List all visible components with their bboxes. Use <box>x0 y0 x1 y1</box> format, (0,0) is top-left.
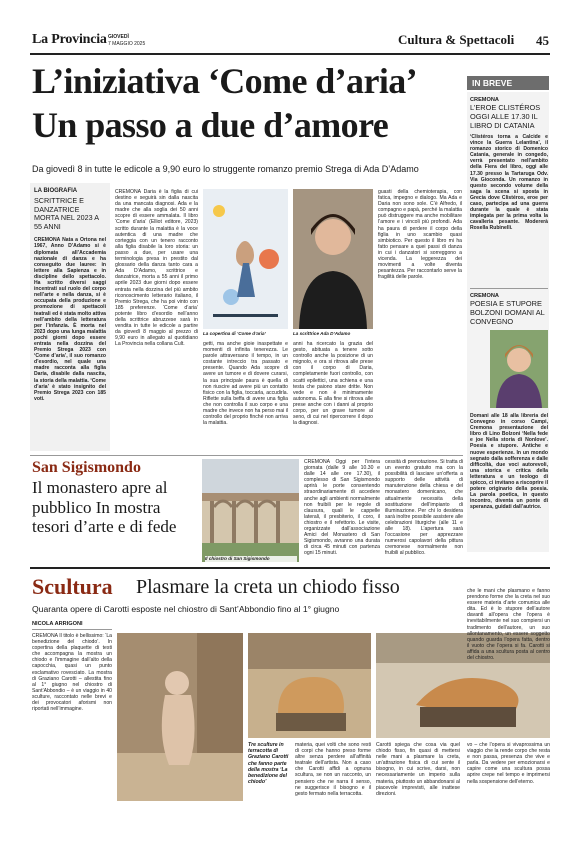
lead-col-5: guasti della chemioterapia, con fatica, impegno e dialogo. Ma Ada e Daria non sono sole. C’è Alfredo, il compagno e papà, perché la malattia può distruggere ma anche mobilitare l’amore e i vincoli più profondi. Ada ha paura di perdere il corpo della figlia in uno scambio quasi simbiotico. Per questo il libro mi ha fatto pensare a quei passi di danza in cui i danzatori si sorreggono a vicenda. La leggerezza dei movimenti a volte diventa pesantezza. Per raccontarlo serve la fragilità delle parole. <box>378 189 462 281</box>
monastery-text-1: CREMONA Oggi per l’intera giornata (dalle 9 alle 10.30 e dalle 14 alle ore 17.30), il complesso di San Sigismondo aprirà le porte consentendo straordinariamente di accedere anche agli ambienti normalmente non fruibili per le regole di clausura, quali le cappelle laterali, il presbiterio, il coro, il chiostro e il refettorio. Le visite, organizzate dall’associazione Amici del Monastero di San Sigismondo, avranno una durata di circa 45 minuti con partenza ogni 15 minuti. <box>304 459 380 557</box>
sculpture-text-3: Carotti spiega che cosa via quel chiodo fisso, fin quasi di mettersi nelle mani a plasmare la creta, un’attrazione fisica di cui sente il bisogno, in cui scrive, darsi, non necessariamente un imperio sulla materia, piuttosto un abbandonarsi al piacevole imprevisti, alle inattese direzioni. <box>376 742 460 797</box>
bolzoni-photo <box>490 330 548 408</box>
sculpture-caption: Tre sculture in terracotta di Graziano Carotti che fanno parte della mostra ‘La benedizione del chiodo’ <box>248 742 289 786</box>
lead-col-3: getti, ma anche gioie inaspettate e momenti di infinita tenerezza. Le parole attraversano il tempo, in un costante intreccio tra passato e presente. Quando Ada scopre di avere un tumore e di dovere curarsi, la sua principale paura è quella di non riuscire ad avere più un contatto fisico con la figlia, toccarla, accudirla. Riflette sulla beffa di avere una figlia che non controlla il suo corpo e una madre che invece non ha perso mai il controllo del proprio finché non arriva la malattia. <box>203 341 288 427</box>
biography-text: CREMONA Nata a Ortona nel 1967, Anno D’Adamo si è diplomata all’Accademia nazionale di danza e ha conseguito due lauree: in lettere alla Sapienza e in discipline dello spettacolo. Ha scritto diversi saggi incentrati sul ruolo del corpo nell’arte e nella danza, si è occupata della produzione e promozione di spettacoli teatrali ed è stata molto attiva nell’ambito della letteratura per l’infanzia. È morta nel 2023 dopo una lunga malattia pochi giorni dopo essere entrata nella dozzina del Premio Strega 2023 con ‘Come d’aria’, il suo romanzo d’esordio, nel quale una madre racconta alla figlia Daria, disabile dalla nascita, la storia della malattia. ‘Come d’aria’ è stato insignito del Premio Strega 2023 con 185 voti. <box>34 237 106 402</box>
brief-divider <box>470 288 548 289</box>
sculpture-photo-2 <box>248 633 371 738</box>
figure-sculpture-illustration <box>117 633 243 801</box>
book-cover-illustration <box>203 189 288 329</box>
brief-1-place: CREMONA <box>470 97 499 103</box>
masthead-date: 7 MAGGIO 2025 <box>108 41 146 47</box>
biography-title: SCRITTRICE E DANZATRICE MORTA NEL 2023 A 55 ANNI <box>34 196 99 231</box>
sculpture-byline: NICOLA ARRIGONI <box>32 621 83 627</box>
lead-bottom-rule <box>30 455 463 456</box>
snail-sculpture-illustration <box>248 633 371 738</box>
page-number: 45 <box>536 33 549 48</box>
sculpture-text-2: materia, quei volti che sono resti di corpi che hanno preso forme altre senza perdere all’affinità teatrale dell’artista. Non a caso che Carotti affidi a ognuna scultura, se non un racconto, un pensiero che ne narra il senso, ne suggerisce il bisogno e il gesto fermato nella terracotta. <box>295 742 371 797</box>
brief-2-title: POESIA E STUPORE BOLZONI DOMANI AL CONVEGNO <box>470 299 545 326</box>
lead-subhead: Da giovedì 8 in tutte le edicole a 9,90 euro lo struggente romanzo premio Strega di Ada D’Adamo <box>32 164 419 174</box>
sculpture-top-rule <box>30 567 550 569</box>
lead-col-4: anni ha ricercato la grazia del gesto, abituata a tenere sotto controllo anche la posizione di un mignolo, e ora si ritrova alle prese con il corpo di Daria, completamente fuori controllo, con scatti epilettici, una schiena e una testa che paiono stare dritte. Non vede e non è minimamente autonoma. E alla fine si ritrova alle prese anche con i danni al proprio corpo, per un grave tumore al seno, di cui nel ripercorrere il dopo la diagnosi. <box>293 341 373 427</box>
cloister-photo <box>202 459 299 562</box>
author-photo-caption: La scrittrice Ada D’Adamo <box>293 331 351 336</box>
sculpture-headline: Plasmare la creta un chiodo fisso <box>136 576 400 598</box>
lead-headline-2: Un passo a due d’amore <box>32 105 389 145</box>
cloister-caption: Il chiostro di San Sigismondo <box>205 556 297 562</box>
sculpture-text-1: CREMONA Il titolo è bellissimo: ‘La benedizione del chiodo’. In copertina della plaquette di testi che accompagna la mostra un chiodo e l’immagine dall’alto della capocchia, quasi un punto esclamativo rovesciato. La mostra di Graziano Carotti – allestita fino al 1° giugno nel chiostro di Sant’Abbondio – è un viaggio in 40 sculture, raccontato nelle brevi e dei provocatori aforismi non riportati nell’immagine. <box>32 633 112 713</box>
biography-kicker: LA BIOGRAFIA <box>34 188 78 194</box>
lead-col-1: CREMONA Daria è la figlia di cui destino e seguirà sin dalla nascita da una mancata diagnosi. Ada e la madre che alla soglia dei 50 anni scopre di essere ammalata. Il libro ‘Come d’aria’ (Elliot editore, 2023) scritto durante la malattia è la voce autentica di una madre che corteggia con un tenero racconto alla figlia disabile la loro storia: un passo a due, per usare una terminologia presa in prestito dal glossario della danza tanto cara a Ada D’Adamo, scrittrice e danzatrice, morta a 55 anni il primo aprile 2023 due giorni dopo essere entrata nella dozzina del più ambito riconoscimento letterario italiano, il Premio Strega, che ha poi vinto con 185 preferenze. ‘Come d’aria’ potente libro d’esordio nell’anno della scrittrice abruzzese sarà in vendita in tutte le edicole a partire da giovedì 8 maggio al prezzo di 9,90 euro in allegato al quotidiano La Provincia nella collana Cult. <box>115 189 198 348</box>
book-cover-photo <box>203 189 288 329</box>
brief-2-place: CREMONA <box>470 293 499 299</box>
byline-rule <box>32 629 112 630</box>
monastery-headline: Il monastero apre al pubblico In mostra tesori d’arte e di fede <box>32 478 177 536</box>
author-photo <box>293 189 373 329</box>
bolzoni-illustration <box>490 330 548 408</box>
masthead-day: GIOVEDÌ <box>108 34 129 40</box>
author-illustration <box>293 189 373 329</box>
sculpture-text-5: vo – che l’opera si vivaprossima un viaggio che la rende corpo che resta e non passa, presenza che vive e parla. Da vedere per emozionarsi e capire come una scultura possa aprire crepe nel tempo e imprimersi nella sospensione dell’eterno. <box>467 742 550 785</box>
brief-label: IN BREVE <box>472 78 513 88</box>
sculpture-subhead: Quaranta opere di Carotti esposte nel chiostro di Sant’Abbondio fino al 1° giugno <box>32 604 340 614</box>
sculpture-text-4: che le mani che plasmano e fanno prendono forme che la creta nel suo essere materia d’arte comunica alle dita. Ed è lo stupore dell’autore davanti all’opera che l’opera è inevitabilmente nel suo compiersi un tradimento dell’autore, un suo allontanamento, un essere soggetto quando guarda l’opera fatta, dentro il vuoto che l’opera si fa. Carotti si affida a una scultura posta al centro del chiostro. <box>467 588 550 662</box>
brief-label-bar <box>467 76 549 90</box>
book-cover-caption: La copertina di ‘Come d’aria’ <box>203 331 266 336</box>
lead-headline-1: L’iniziativa ‘Come d’aria’ <box>32 61 418 101</box>
sculpture-kicker: Scultura <box>32 574 113 599</box>
brief-1-text: ‘Clistéros torna a Calcide e vince la Guerra Lelantina’, il romanzo storico di Domenico Catania, generale in congedo, verrà presentato nell’ambito della Fiera del libro, oggi alle 17.30 presso la Tartaruga Odv. Via Gioconda. Un romanzo in questo secondo volume della saga la scena si sposta in Grecia dove Clistéros, eroe per caso, partecipa ad una guerra durante la quale è stata impiegata per la prima volta la cavalleria pesante. Modererà Rosella Rubinelli. <box>470 134 548 232</box>
monastery-kicker: San Sigismondo <box>32 459 141 476</box>
sculpture-photo-1 <box>117 633 243 801</box>
masthead-paper: La Provincia <box>32 32 107 47</box>
section-title: Cultura & Spettacoli <box>398 32 515 47</box>
brief-1-title: L’EROE CLISTÉROS OGGI ALLE 17.30 IL LIBRO DI CATANIA <box>470 103 541 130</box>
monastery-text-2: cessità di prenotazione. Si tratta di un evento gratuito ma con la possibilità di lasciare un’offerta a supporto delle attività di manutenzione della chiesa e del monastero domenicano, che attualmente necessita della sostituzione dell’impianto di illuminazione. Per chi lo desidera sarà inoltre possibile assistere alle celebrazioni liturgiche (alle 11 e alle 18). L’apertura sarà l’occasione per apprezzare numerosi capolavori della pittura cremonese normalmente non fruibili al pubblico. <box>385 459 463 557</box>
biography-box <box>30 183 110 451</box>
cloister-illustration <box>202 459 299 562</box>
brief-2-text: Domani alle 18 alla libreria del Convegno in corso Campi, Cremona presentazione del libro di Lino Bolzoni ‘Nella fede e joe Nella storia di Nonlove’. Poesia e stupore. Antiche e nuove esperienze. In un mondo segnato dalla sofferenza e dalle difficoltà, due voci autorevoli, una storica e critica della letteratura e un teologo di spicco, ci invitano a riscoprire il potere originario della poesia. La parola poetica, in questo incontro, diventa un ponte di speranza, guidati dall’autrice. <box>470 413 548 511</box>
masthead-rule <box>30 53 550 55</box>
